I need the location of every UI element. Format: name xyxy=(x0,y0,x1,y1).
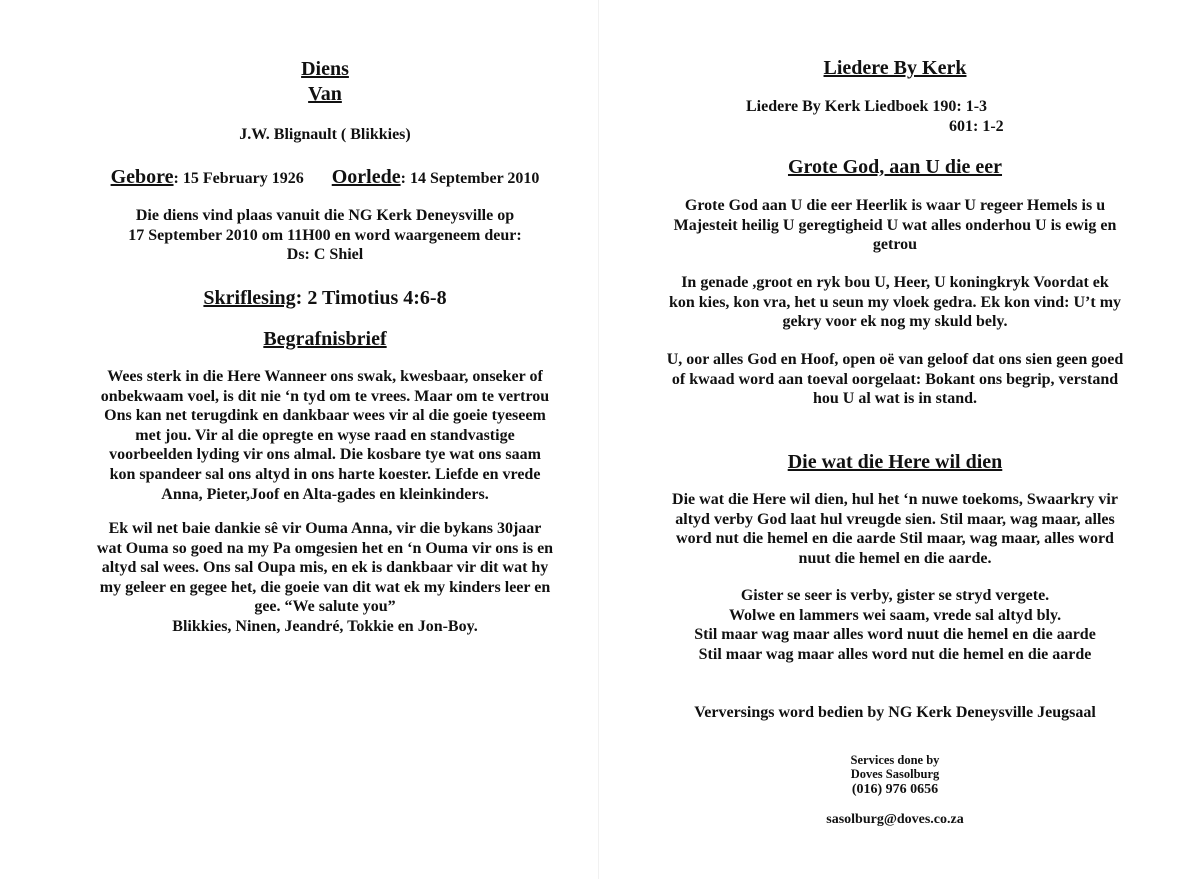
scripture-reading xyxy=(0,285,650,311)
letter-paragraph-2 xyxy=(0,519,650,637)
reading-value: : 2 Timotius 4:6-8 xyxy=(295,287,447,309)
services-line-1: Services done by xyxy=(850,753,940,767)
verse-line: Wolwe en lammers wei saam, vrede sal altyd bly. xyxy=(728,606,1062,624)
letter-line: onbekwaam voel, is dit nie ‘n tyd om te vrees. Maar om te vertrou xyxy=(100,387,550,405)
songs-heading: Liedere By Kerk xyxy=(823,57,967,79)
letter-line: Anna, Pieter,Joof en Alta-gades en kleinkinders. xyxy=(161,485,489,503)
verse-line: Grote God aan U die eer Heerlik is waar U regeer Hemels is u xyxy=(684,197,1106,214)
dates-line xyxy=(0,164,650,190)
letter-line: gee. “We salute you” xyxy=(254,598,396,616)
letter-line: met jou. Vir al die opregte en wyse raad en standvastige xyxy=(135,426,515,444)
verse-line: Gister se seer is verby, gister se stryd vergete. xyxy=(740,587,1050,604)
songs-line-1: Liedere By Kerk Liedboek 190: 1-3 xyxy=(746,98,988,115)
service-line: 17 September 2010 om 11H00 en word waargeneem deur: xyxy=(128,226,522,244)
refreshments-note: Verversings word bedien by NG Kerk Deneysville Jeugsaal xyxy=(694,704,1096,721)
verse-line: nuut die hemel en die aarde. xyxy=(798,549,992,567)
verse-line: Die wat die Here wil dien, hul het ‘n nuwe toekoms, Swaarkry vir xyxy=(672,491,1118,508)
verse-line: U, oor alles God en Hoof, open oë van geloof dat ons sien geen goed xyxy=(666,351,1124,368)
letter-line: my geleer en gegee het, die goeie van dit wat ek my kinders leer en xyxy=(99,578,551,596)
reading-label: Skriflesing xyxy=(203,287,296,309)
right-page xyxy=(600,0,1190,879)
hymn-2-verse-1 xyxy=(600,490,1190,568)
verse-line: gekry voor ek nog my skuld bely. xyxy=(782,313,1008,331)
hymn-1-verse-3 xyxy=(600,350,1190,409)
services-phone: (016) 976 0656 xyxy=(851,782,939,797)
letter-line: Ons kan net terugdink en dankbaar wees vir al die goeie tyeseem xyxy=(104,407,546,425)
service-line: Die diens vind plaas vanuit die NG Kerk Deneysville op xyxy=(135,207,515,224)
service-info xyxy=(0,206,650,265)
letter-line: altyd sal wees. Ons sal Oupa mis, en ek is dankbaar vir dit wat hy xyxy=(101,559,549,577)
letter-line: kon spandeer sal ons altyd in ons harte koester. Liefde en vrede xyxy=(109,465,541,483)
hymn-2-title: Die wat die Here wil dien xyxy=(787,451,1003,473)
service-line: Ds: C Shiel xyxy=(286,246,364,264)
letter-line: wat Ouma so goed na my Pa omgesien het en ‘n Ouma vir ons is en xyxy=(96,539,554,557)
died-value: : 14 September 2010 xyxy=(400,170,540,187)
deceased-name: J.W. Blignault ( Blikkies) xyxy=(239,126,411,143)
letter-line: Ek wil net baie dankie sê vir Ouma Anna, vir die bykans 30jaar xyxy=(108,520,542,537)
letter-line: voorbeelden lyding vir ons almal. Die kosbare tye wat ons saam xyxy=(109,446,541,464)
services-line-2: Doves Sasolburg xyxy=(850,767,940,781)
hymn-2-verse-2 xyxy=(600,586,1190,664)
verse-line: altyd verby God laat hul vreugde sien. Stil maar, wag maar, alles xyxy=(675,510,1115,528)
verse-line: Stil maar wag maar alles word nut die hemel en die aarde xyxy=(698,645,1092,663)
verse-line: Majesteit heilig U geregtigheid U wat alles onderhou U is ewig en xyxy=(673,216,1117,234)
letter-line: Blikkies, Ninen, Jeandré, Tokkie en Jon-Boy. xyxy=(172,617,478,635)
services-email: sasolburg@doves.co.za xyxy=(826,812,964,827)
letter-heading: Begrafnisbrief xyxy=(263,328,387,350)
songs-line-2: 601: 1-2 xyxy=(949,118,1004,135)
died-label: Oorlede xyxy=(331,166,401,188)
born-label: Gebore xyxy=(110,166,174,188)
hymn-1-title: Grote God, aan U die eer xyxy=(787,156,1003,178)
letter-line: Wees sterk in die Here Wanneer ons swak, kwesbaar, onseker of xyxy=(107,368,543,385)
verse-line: word nut die hemel en die aarde Stil maar, wag maar, alles word xyxy=(676,530,1114,548)
title-line-1: Diens xyxy=(301,58,349,80)
verse-line: of kwaad word aan toeval oorgelaat: Bokant ons begrip, verstand xyxy=(671,370,1119,388)
verse-line: hou U al wat is in stand. xyxy=(812,390,978,408)
hymn-1-verse-2 xyxy=(600,273,1190,332)
verse-line: In genade ,groot en ryk bou U, Heer, U koningkryk Voordat ek xyxy=(681,274,1109,291)
title-line-2: Van xyxy=(308,83,342,105)
letter-paragraph-1 xyxy=(0,367,650,504)
verse-line: Stil maar wag maar alles word nuut die hemel en die aarde xyxy=(694,626,1096,644)
verse-line: kon kies, kon vra, het u seun my vloek gedra. Ek kon vind: U’t my xyxy=(668,293,1122,311)
born-value: : 15 February 1926 xyxy=(173,170,304,187)
verse-line: getrou xyxy=(872,236,918,254)
hymn-1-verse-1 xyxy=(600,196,1190,255)
